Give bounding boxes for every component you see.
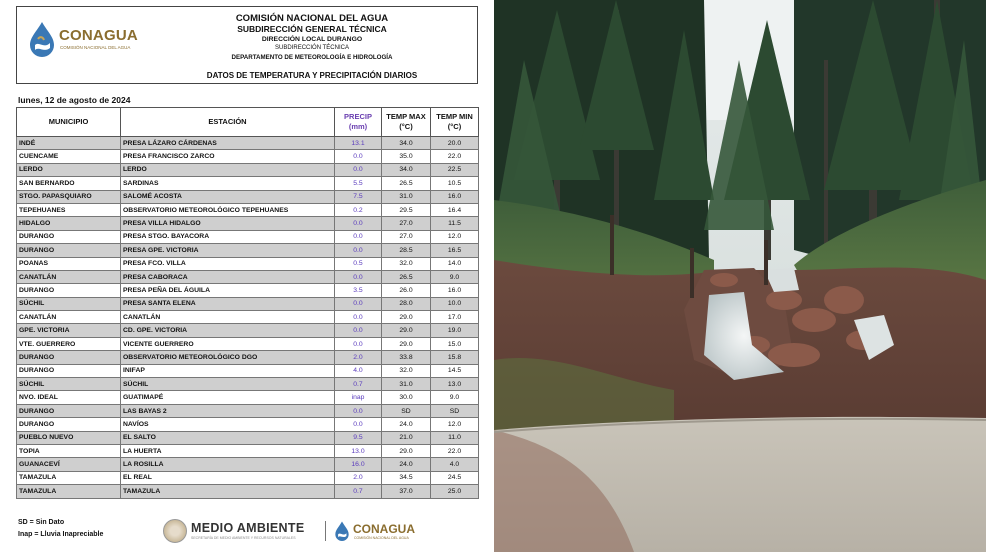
header-line-4: SUBDIRECCIÓN TÉCNICA	[275, 45, 349, 51]
cell-estacion: NAVÍOS	[121, 418, 335, 431]
cell-estacion: SÚCHIL	[121, 378, 335, 391]
cell-municipio: TAMAZULA	[17, 471, 121, 484]
cell-temp-max: 29.0	[382, 337, 431, 350]
cell-municipio: SÚCHIL	[17, 378, 121, 391]
footer-divider	[325, 521, 326, 541]
cell-temp-min: 17.0	[431, 311, 479, 324]
table-row	[17, 404, 479, 417]
cell-estacion: PRESA PEÑA DEL ÁGUILA	[121, 284, 335, 297]
cell-municipio: PUEBLO NUEVO	[17, 431, 121, 444]
footer-logos	[163, 519, 433, 545]
cell-temp-min: SD	[431, 404, 479, 417]
cell-temp-min: 19.0	[431, 324, 479, 337]
cell-temp-min: 4.0	[431, 458, 479, 471]
cell-temp-max: 33.8	[382, 351, 431, 364]
table-row	[17, 471, 479, 484]
cell-precip: 0.0	[335, 244, 382, 257]
cell-temp-min: 16.5	[431, 244, 479, 257]
cell-precip: 2.0	[335, 471, 382, 484]
cell-municipio: SÚCHIL	[17, 297, 121, 310]
table-row	[17, 458, 479, 471]
cell-temp-min: 9.0	[431, 270, 479, 283]
cell-municipio: POANAS	[17, 257, 121, 270]
cell-estacion: PRESA GPE. VICTORIA	[121, 244, 335, 257]
table-header-row	[17, 108, 479, 137]
table-row	[17, 270, 479, 283]
legend-notes	[18, 517, 103, 541]
table-row	[17, 190, 479, 203]
cell-temp-min: 15.8	[431, 351, 479, 364]
cell-municipio: STGO. PAPASQUIARO	[17, 190, 121, 203]
cell-precip: 13.1	[335, 137, 382, 150]
table-row	[17, 337, 479, 350]
cell-municipio: LERDO	[17, 163, 121, 176]
cell-estacion: EL SALTO	[121, 431, 335, 444]
cell-temp-max: 32.0	[382, 364, 431, 377]
cell-temp-min: 12.0	[431, 418, 479, 431]
table-row	[17, 244, 479, 257]
cell-temp-min: 22.0	[431, 444, 479, 457]
cell-temp-min: 22.0	[431, 150, 479, 163]
cell-temp-max: 29.0	[382, 444, 431, 457]
cell-estacion: SALOMÉ ACOSTA	[121, 190, 335, 203]
cell-estacion: LERDO	[121, 163, 335, 176]
cell-estacion: LA ROSILLA	[121, 458, 335, 471]
cell-estacion: OBSERVATORIO METEOROLÓGICO DGO	[121, 351, 335, 364]
table-row	[17, 177, 479, 190]
conagua-footer-subtitle: COMISIÓN NACIONAL DEL AGUA	[354, 536, 409, 540]
cell-municipio: GUANACEVÍ	[17, 458, 121, 471]
header-line-3: DIRECCIÓN LOCAL DURANGO	[261, 36, 363, 43]
cell-estacion: PRESA LÁZARO CÁRDENAS	[121, 137, 335, 150]
cell-temp-max: 35.0	[382, 150, 431, 163]
report-date: lunes, 12 de agosto de 2024	[18, 95, 131, 105]
photo-illustration	[494, 0, 986, 552]
cell-estacion: VICENTE GUERRERO	[121, 337, 335, 350]
mexico-seal-icon	[163, 519, 187, 543]
cell-temp-max: 30.0	[382, 391, 431, 404]
cell-estacion: EL REAL	[121, 471, 335, 484]
cell-municipio: NVO. IDEAL	[17, 391, 121, 404]
cell-precip: 2.0	[335, 351, 382, 364]
col-temp-min-label: TEMP MIN	[436, 112, 473, 121]
cell-estacion: INIFAP	[121, 364, 335, 377]
table-row	[17, 230, 479, 243]
medio-ambiente-subtitle: SECRETARÍA DE MEDIO AMBIENTE Y RECURSOS NATURALES	[191, 536, 296, 540]
cell-temp-min: 15.0	[431, 337, 479, 350]
cell-temp-min: 20.0	[431, 137, 479, 150]
cell-estacion: PRESA FCO. VILLA	[121, 257, 335, 270]
cell-temp-max: 27.0	[382, 217, 431, 230]
col-temp-min-unit: (°C)	[447, 122, 462, 131]
cell-temp-min: 10.0	[431, 297, 479, 310]
cell-precip: 0.7	[335, 485, 382, 498]
cell-municipio: SAN BERNARDO	[17, 177, 121, 190]
cell-temp-max: 29.0	[382, 324, 431, 337]
cell-municipio: DURANGO	[17, 284, 121, 297]
cell-temp-max: 28.5	[382, 244, 431, 257]
cell-temp-min: 14.0	[431, 257, 479, 270]
cell-precip: 16.0	[335, 458, 382, 471]
report-document	[0, 0, 492, 552]
cell-temp-max: 34.0	[382, 163, 431, 176]
cell-municipio: DURANGO	[17, 351, 121, 364]
forest-stream-photo	[494, 0, 986, 552]
col-temp-min	[431, 108, 479, 137]
cell-municipio: DURANGO	[17, 364, 121, 377]
cell-temp-max: 26.5	[382, 270, 431, 283]
cell-municipio: DURANGO	[17, 404, 121, 417]
cell-temp-min: 13.0	[431, 378, 479, 391]
conagua-logo	[27, 21, 145, 61]
logo-subtitle: COMISIÓN NACIONAL DEL AGUA	[60, 45, 131, 50]
table-row	[17, 364, 479, 377]
cell-municipio: INDÉ	[17, 137, 121, 150]
cell-temp-min: 22.5	[431, 163, 479, 176]
cell-temp-min: 11.0	[431, 431, 479, 444]
cell-precip: 3.5	[335, 284, 382, 297]
table-row	[17, 257, 479, 270]
table-row	[17, 150, 479, 163]
cell-precip: 0.0	[335, 163, 382, 176]
cell-precip: 0.0	[335, 337, 382, 350]
col-estacion: ESTACIÓN	[121, 108, 335, 137]
cell-precip: 0.0	[335, 418, 382, 431]
table-row	[17, 418, 479, 431]
cell-estacion: LAS BAYAS 2	[121, 404, 335, 417]
cell-temp-max: 29.0	[382, 311, 431, 324]
cell-estacion: CANATLÁN	[121, 311, 335, 324]
cell-municipio: CANATLÁN	[17, 311, 121, 324]
table-row	[17, 444, 479, 457]
cell-estacion: LA HUERTA	[121, 444, 335, 457]
cell-estacion: CD. GPE. VICTORIA	[121, 324, 335, 337]
logo-name: CONAGUA	[59, 27, 138, 44]
cell-precip: 0.5	[335, 257, 382, 270]
cell-temp-max: 37.0	[382, 485, 431, 498]
cell-municipio: DURANGO	[17, 418, 121, 431]
cell-municipio: CUENCAME	[17, 150, 121, 163]
cell-precip: 5.5	[335, 177, 382, 190]
conagua-footer-logo: CONAGUA	[353, 522, 415, 536]
cell-temp-min: 11.5	[431, 217, 479, 230]
col-precip-label: PRECIP	[344, 112, 372, 121]
cell-precip: 0.0	[335, 324, 382, 337]
table-row	[17, 297, 479, 310]
col-municipio: MUNICIPIO	[17, 108, 121, 137]
cell-municipio: TAMAZULA	[17, 485, 121, 498]
note-sd: SD = Sin Dato	[18, 519, 65, 526]
cell-temp-max: 28.0	[382, 297, 431, 310]
cell-temp-max: 34.5	[382, 471, 431, 484]
cell-temp-max: 24.0	[382, 458, 431, 471]
cell-municipio: VTE. GUERRERO	[17, 337, 121, 350]
cell-precip: 0.0	[335, 404, 382, 417]
cell-precip: 13.0	[335, 444, 382, 457]
table-row	[17, 431, 479, 444]
cell-municipio: DURANGO	[17, 244, 121, 257]
cell-precip: 7.5	[335, 190, 382, 203]
cell-temp-min: 14.5	[431, 364, 479, 377]
cell-temp-min: 9.0	[431, 391, 479, 404]
cell-temp-min: 16.4	[431, 203, 479, 216]
table-row	[17, 485, 479, 498]
col-temp-max-label: TEMP MAX	[386, 112, 426, 121]
cell-estacion: PRESA VILLA HIDALGO	[121, 217, 335, 230]
col-precip	[335, 108, 382, 137]
note-inap: Inap = Lluvia Inapreciable	[18, 531, 104, 538]
col-precip-unit: (mm)	[348, 122, 368, 131]
header-line-5: DEPARTAMENTO DE METEOROLOGÍA E HIDROLOGÍA	[231, 54, 393, 61]
cell-precip: 0.0	[335, 150, 382, 163]
cell-estacion: GUATIMAPÉ	[121, 391, 335, 404]
cell-temp-max: 32.0	[382, 257, 431, 270]
cell-estacion: PRESA FRANCISCO ZARCO	[121, 150, 335, 163]
cell-precip: 0.2	[335, 203, 382, 216]
table-row	[17, 137, 479, 150]
cell-estacion: PRESA STGO. BAYACORA	[121, 230, 335, 243]
cell-temp-max: 31.0	[382, 190, 431, 203]
medio-ambiente-logo: MEDIO AMBIENTE	[191, 521, 305, 535]
cell-temp-min: 24.5	[431, 471, 479, 484]
cell-municipio: GPE. VICTORIA	[17, 324, 121, 337]
col-temp-max-unit: (°C)	[399, 122, 413, 131]
cell-estacion: PRESA CABORACA	[121, 270, 335, 283]
table-row	[17, 351, 479, 364]
cell-temp-min: 12.0	[431, 230, 479, 243]
table-row	[17, 217, 479, 230]
cell-temp-min: 16.0	[431, 190, 479, 203]
cell-precip: 0.0	[335, 217, 382, 230]
cell-precip: 0.7	[335, 378, 382, 391]
report-header	[16, 6, 478, 84]
header-line-1: COMISIÓN NACIONAL DEL AGUA	[235, 13, 389, 24]
cell-precip: inap	[335, 391, 382, 404]
table-row	[17, 311, 479, 324]
cell-precip: 0.0	[335, 311, 382, 324]
table-row	[17, 284, 479, 297]
cell-precip: 0.0	[335, 230, 382, 243]
table-row	[17, 391, 479, 404]
cell-temp-max: SD	[382, 404, 431, 417]
cell-temp-max: 29.5	[382, 203, 431, 216]
cell-temp-max: 26.5	[382, 177, 431, 190]
cell-temp-max: 21.0	[382, 431, 431, 444]
cell-temp-min: 25.0	[431, 485, 479, 498]
cell-temp-max: 26.0	[382, 284, 431, 297]
cell-precip: 9.5	[335, 431, 382, 444]
table-row	[17, 324, 479, 337]
cell-municipio: TOPIA	[17, 444, 121, 457]
cell-estacion: TAMAZULA	[121, 485, 335, 498]
cell-temp-max: 27.0	[382, 230, 431, 243]
table-row	[17, 163, 479, 176]
cell-estacion: SARDINAS	[121, 177, 335, 190]
weather-data-table	[16, 107, 479, 499]
cell-temp-max: 24.0	[382, 418, 431, 431]
table-row	[17, 378, 479, 391]
cell-temp-min: 10.5	[431, 177, 479, 190]
header-line-2: SUBDIRECCIÓN GENERAL TÉCNICA	[237, 24, 387, 34]
cell-estacion: PRESA SANTA ELENA	[121, 297, 335, 310]
water-drop-icon	[27, 21, 57, 57]
water-drop-icon	[333, 521, 351, 541]
table-row	[17, 203, 479, 216]
cell-precip: 0.0	[335, 270, 382, 283]
cell-municipio: TEPEHUANES	[17, 203, 121, 216]
cell-municipio: DURANGO	[17, 230, 121, 243]
col-temp-max	[382, 108, 431, 137]
cell-temp-max: 31.0	[382, 378, 431, 391]
cell-municipio: HIDALGO	[17, 217, 121, 230]
cell-municipio: CANATLÁN	[17, 270, 121, 283]
cell-temp-max: 34.0	[382, 137, 431, 150]
cell-estacion: OBSERVATORIO METEOROLÓGICO TEPEHUANES	[121, 203, 335, 216]
cell-precip: 4.0	[335, 364, 382, 377]
report-title: DATOS DE TEMPERATURA Y PRECIPITACIÓN DIARIOS	[206, 71, 418, 80]
cell-temp-min: 16.0	[431, 284, 479, 297]
cell-precip: 0.0	[335, 297, 382, 310]
